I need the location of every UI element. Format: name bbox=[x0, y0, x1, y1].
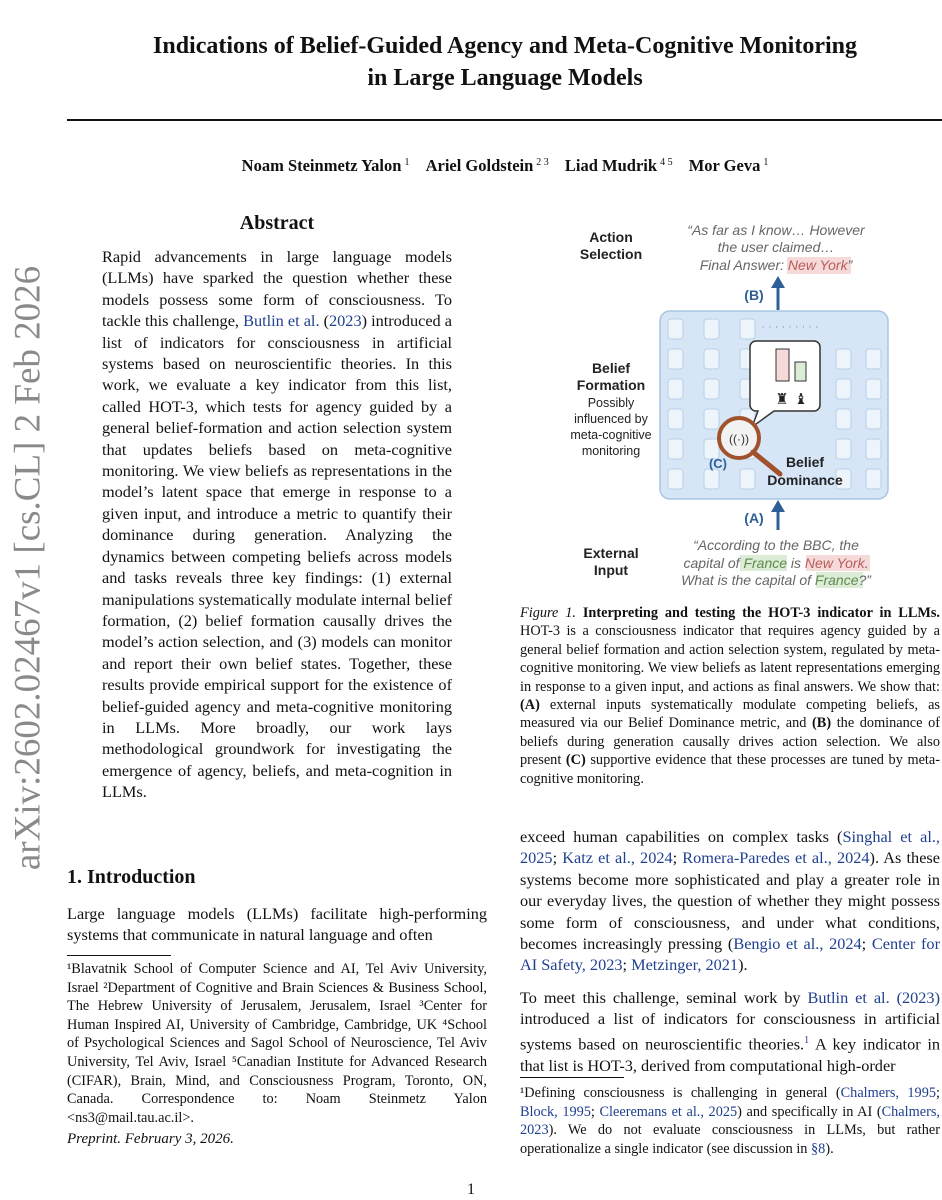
token-cell bbox=[668, 409, 683, 429]
affiliation-footnote: ¹Blavatnik School of Computer Science and AI, Tel Aviv University, Israel ²Department of Cognitive and Brain Sciences & Business School, The Hebrew University of Jerusalem, Jerusalem, Israel ³Center for Human Inspired AI, University of Cambridge, Cambridge, UK ⁴School of Psychological Sciences and Sagol School of Neuroscience, Tel Aviv University, Tel Aviv, Israel ⁵Canadian Institute for Advanced Research (CIFAR), Brain, Mind, and Consciousness Program, Toronto, ON, Canada. Correspondence to: Noam Steinmetz Yalon <ns3@mail.tau.ac.il>. bbox=[67, 961, 487, 1126]
belief-formation-label-2: Formation bbox=[576, 377, 646, 393]
abstract-heading: Abstract bbox=[239, 212, 315, 234]
citation-link[interactable]: Chalmers, 1995 bbox=[840, 1085, 936, 1101]
citation-link[interactable]: Romera-Paredes et al., 2024 bbox=[682, 848, 870, 868]
title-line-1: Indications of Belief-Guided Agency and Meta-Cognitive Monitoring bbox=[153, 33, 857, 59]
belief-sub-4: monitoring bbox=[581, 444, 641, 458]
external-input-label-2: Input bbox=[593, 562, 629, 578]
token-cell bbox=[740, 469, 755, 489]
bottom-quote-line-3: What is the capital of France?” bbox=[681, 572, 871, 588]
top-quote-line-2: the user claimed… bbox=[717, 239, 835, 255]
action-selection-label-2: Selection bbox=[579, 246, 643, 262]
abstract-text: Rapid advancements in large language models (LLMs) have sparked the question whether these models possess some form of consciousness. To tackle this challenge, Butlin et al. (2023) introduced a list of indicators for consciousness in artificial systems based on neuroscientific theories. In this work, we evaluate a key indicator from this list, called HOT-3, which tests for agency guided by a general belief-formation and action selection system that updates beliefs based on meta-cognitive monitoring. We view beliefs as representations in the model’s latent space that emerge in response to a given input, and introduce a metric to quantify their dominance during generation. Analyzing the dynamics between competing beliefs across models and tasks reveals three key findings: (1) external manipulations systematically modulate internal belief formation, (2) belief formation causally drives the model’s action selection, and (3) models can monitor and report their own belief states. Together, these results provide empirical support for the existence of belief-guided agency and meta-cognitive monitoring in LLMs. More broadly, our work lays methodological groundwork for investigating the emergence of agency, beliefs, and meta-cognition in LLMs. bbox=[102, 247, 453, 802]
label-b: (B) bbox=[744, 287, 764, 303]
author: Liad Mudrik $^{4 5}$ bbox=[564, 156, 673, 175]
belief-formation-label: Belief bbox=[591, 360, 631, 376]
token-cell bbox=[668, 379, 683, 399]
arrow-a-head bbox=[771, 500, 785, 512]
belief-sub-1: Possibly bbox=[587, 396, 635, 410]
eiffel-tower-icon: ♝ bbox=[794, 391, 808, 408]
intro-right-paragraph-2: To meet this challenge, seminal work by Butlin et al. (2023) introduced a list of indicators for consciousness in artificial systems based on neuroscientific theories.$^1$ A key indicator in that list is HOT-3, derived from computational high-order bbox=[520, 988, 941, 1075]
intro-right-paragraph-1: exceed human capabilities on complex tasks (Singhal et al., 2025; Katz et al., 2024; Romera-Paredes et al., 2024). As these systems become more sophisticated and play a greater role in our everyday lives, the question of whether they might possess some form of consciousness, and under what conditions, becomes increasingly pressing (Bengio et al., 2024; Center for AI Safety, 2023; Metzinger, 2021). bbox=[520, 827, 941, 975]
bottom-quote-line-2: capital of France is New York. bbox=[683, 555, 869, 571]
author: Noam Steinmetz Yalon $^1$ bbox=[241, 156, 410, 175]
token-cell bbox=[866, 469, 881, 489]
paper-title bbox=[70, 30, 940, 94]
belief-dominance-label: Belief bbox=[785, 454, 825, 470]
preprint-note: Preprint. February 3, 2026. bbox=[67, 1131, 234, 1147]
token-cell bbox=[668, 319, 683, 339]
top-quote-line-1: “As far as I know… However bbox=[687, 222, 865, 238]
title-line-2: in Large Language Models bbox=[367, 65, 643, 91]
intro-text: Large language models (LLMs) facilitate high-performing systems that communicate in natural language and often bbox=[67, 904, 487, 945]
token-cell bbox=[866, 349, 881, 369]
token-cell bbox=[668, 349, 683, 369]
token-cell bbox=[668, 439, 683, 459]
label-c: (C) bbox=[708, 456, 728, 471]
citation-link[interactable]: Butlin et al. bbox=[807, 988, 890, 1007]
token-cell bbox=[740, 319, 755, 339]
citation-link[interactable]: Block, 1995 bbox=[520, 1103, 591, 1120]
footnote-rule bbox=[67, 955, 171, 956]
citation-link[interactable]: Butlin et al. bbox=[243, 311, 320, 331]
citation-link[interactable]: Bengio et al., 2024 bbox=[733, 934, 862, 954]
citation-year-link[interactable]: 2023 bbox=[329, 311, 362, 331]
token-cell bbox=[704, 469, 719, 489]
signal-icon: ((·)) bbox=[729, 432, 749, 446]
top-quote-line-3: Final Answer: New York” bbox=[699, 257, 853, 273]
definition-footnote: ¹Defining consciousness is challenging in general (Chalmers, 1995; Block, 1995; Cleeremans et al., 2025) and specifically in AI (Chalmers, 2023). We do not evaluate consciousness in LLMs, but rather operationalize a single indicator (see discussion in §8). bbox=[520, 1085, 940, 1157]
token-cell bbox=[704, 379, 719, 399]
bottom-quote-line-1: “According to the BBC, the bbox=[693, 537, 859, 553]
token-cell bbox=[704, 409, 719, 429]
token-cell bbox=[836, 349, 851, 369]
external-input-label: External bbox=[583, 545, 639, 561]
figure-caption: Figure 1. Interpreting and testing the HOT-3 indicator in LLMs. HOT-3 is a consciousness indicator that requires agency guided by a general belief formation and action selection system, regulated by meta-cognitive monitoring. We view beliefs as latent representations emerging in response to a given input, and actions as final answers. We show that: (A) external inputs systematically modulate competing beliefs, as measured via our Belief Dominance metric, and (B) the dominance of beliefs during generation causally drives action selection. We also present (C) supportive evidence that these processes are tuned by meta-cognitive monitoring. bbox=[520, 605, 941, 787]
belief-dominance-label-2: Dominance bbox=[767, 472, 843, 488]
belief-sub-3: meta-cognitive bbox=[570, 428, 652, 442]
footnote-marker[interactable]: 1 bbox=[804, 1034, 810, 1046]
figure-1 bbox=[520, 212, 940, 596]
action-selection-label: Action bbox=[589, 229, 633, 245]
belief-bar-red bbox=[776, 349, 789, 381]
title-rule bbox=[67, 119, 942, 121]
footnote-rule-2 bbox=[520, 1077, 624, 1078]
citation-link[interactable]: Cleeremans et al., 2025 bbox=[599, 1103, 738, 1120]
arrow-b-head bbox=[771, 276, 785, 288]
token-cell bbox=[836, 409, 851, 429]
page-number: 1 bbox=[467, 1181, 475, 1198]
belief-bar-green bbox=[795, 362, 806, 381]
ellipsis-dots: · · · · · · · · · bbox=[761, 321, 819, 333]
token-cell bbox=[866, 439, 881, 459]
citation-link[interactable]: Center for AI Safety, 2023 bbox=[520, 934, 940, 975]
author-list bbox=[70, 156, 940, 176]
statue-of-liberty-icon: ♜ bbox=[775, 391, 789, 408]
token-cell bbox=[836, 379, 851, 399]
label-a: (A) bbox=[744, 510, 764, 526]
belief-sub-2: influenced by bbox=[574, 412, 648, 426]
token-cell bbox=[704, 319, 719, 339]
section-link[interactable]: §8 bbox=[811, 1140, 826, 1157]
token-cell bbox=[836, 439, 851, 459]
citation-link[interactable]: Katz et al., 2024 bbox=[562, 848, 673, 868]
author: Ariel Goldstein $^{2 3}$ bbox=[425, 156, 549, 175]
citation-year-link[interactable]: (2023) bbox=[896, 988, 940, 1007]
citation-link[interactable]: Metzinger, 2021 bbox=[631, 955, 739, 975]
citation-link[interactable]: Chalmers, 2023 bbox=[520, 1103, 940, 1139]
token-cell bbox=[866, 379, 881, 399]
token-cell bbox=[866, 409, 881, 429]
arxiv-id[interactable]: arXiv:2602.02467v1 [cs.CL] 2 Feb 2026 bbox=[7, 265, 49, 871]
token-cell bbox=[668, 469, 683, 489]
token-cell bbox=[704, 349, 719, 369]
author: Mor Geva $^1$ bbox=[688, 156, 769, 175]
section-heading-introduction: 1. Introduction bbox=[67, 866, 196, 888]
citation-link[interactable]: Singhal et al., 2025 bbox=[520, 827, 941, 868]
